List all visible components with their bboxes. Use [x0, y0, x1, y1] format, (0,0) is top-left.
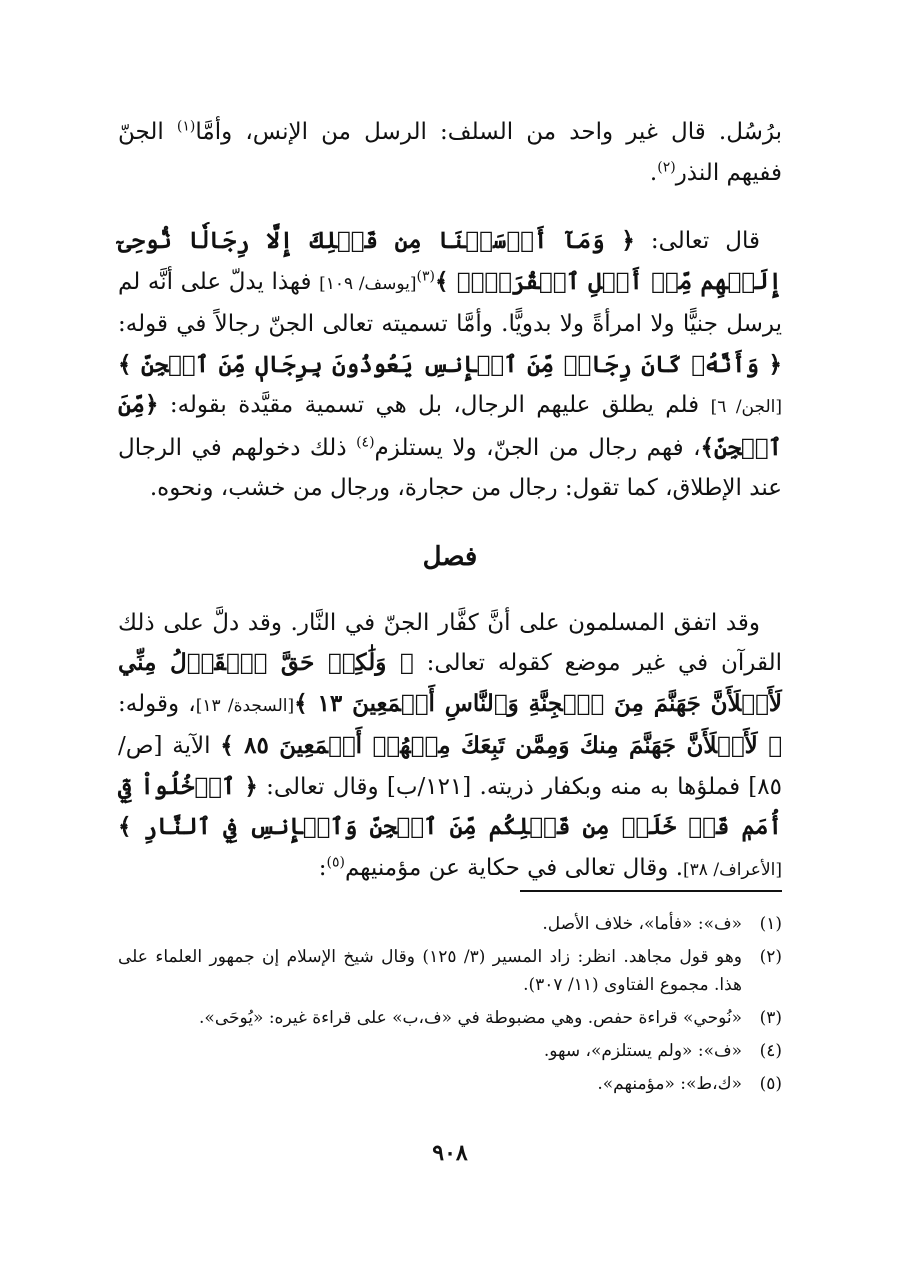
- footnote-marker: (٢): [657, 158, 676, 175]
- quran-verse: ﴿ وَأَنَّهُۥ كَانَ رِجَالٞ مِّنَ ٱلۡإِنسِ يَعُوذُونَ بِرِجَالٖ مِّنَ ٱلۡجِنِّ ﴾: [118, 350, 782, 378]
- footnote-text: «ف»: «فأما»، خلاف الأصل.: [542, 914, 742, 934]
- text: وقد اتفق المسلمون على أنَّ كفَّار الجنّ في النَّار. وقد دلَّ على ذلك القرآن في غير موضع كقوله تعالى:: [118, 609, 782, 676]
- verse-reference: [يوسف/ ١٠٩]: [319, 273, 417, 294]
- text: فهذا يدلّ على أنَّه لم يرسل جنيًّا ولا امرأةً ولا بدويًّا. وأمَّا تسميته تعالى الجنّ رجالاً في قوله:: [118, 268, 782, 337]
- paragraph-1: [118, 112, 782, 193]
- quran-verse: ﴿ لَأَمۡلَأَنَّ جَهَنَّمَ مِنكَ وَمِمَّن تَبِعَكَ مِنۡهُمۡ أَجۡمَعِينَ ٨٥ ﴾: [220, 732, 782, 759]
- footnote-item: [118, 1070, 782, 1098]
- text: فلم يطلق عليهم الرجال، بل هي تسمية مقيَّدة بقوله:: [158, 392, 711, 418]
- paragraph-2: [118, 221, 782, 509]
- footnote-number: (٥): [759, 1074, 782, 1094]
- footnote-number: (٣): [759, 1008, 782, 1028]
- quran-verse: ﴿ ٱدۡخُلُواْ فِيٓ أُمَمٖ قَدۡ خَلَتۡ مِن قَبۡلِكُم مِّنَ ٱلۡجِنِّ وَٱلۡإِنسِ فِي ٱلنَّارِ ﴾: [118, 772, 782, 840]
- footnote-item: [118, 910, 782, 938]
- section-title: فصل: [422, 541, 478, 572]
- page-body: [118, 112, 782, 890]
- footnote-number: (٤): [759, 1041, 782, 1061]
- text: الآية [ص/ ٨٥] فملؤها به منه وبكفار ذريته. [١٢١/ب] وقال تعالى:: [118, 733, 783, 800]
- text: .: [649, 159, 658, 186]
- footnote-number: (٢): [759, 947, 782, 967]
- footnote-marker: (٤): [356, 433, 375, 450]
- footnote-text: وهو قول مجاهد. انظر: زاد المسير (٣/ ١٢٥) وقال شيخ الإسلام إن جمهور العلماء على هذا. مجموع الفتاوى (١١/ ٣٠٧).: [118, 947, 742, 995]
- footnote-text: «نُوحي» قراءة حفص. وهي مضبوطة في «ف،ب» على قراءة غيره: «يُوحَى».: [199, 1008, 742, 1028]
- paragraph-3: [118, 603, 782, 891]
- footnote-text: «ف»: «ولم يستلزم»، سهو.: [543, 1041, 742, 1061]
- footnote-item: [118, 1037, 782, 1065]
- text: . وقال تعالى في حكاية عن مؤمنيهم: [344, 854, 684, 881]
- text: :: [318, 854, 327, 881]
- text: الجنّ ففيهم النذر: [118, 119, 782, 186]
- text: ، وقوله:: [118, 690, 196, 717]
- quran-verse: ﴿ وَلَٰكِنۡ حَقَّ ٱلۡقَوۡلُ مِنِّي لَأَمۡلَأَنَّ جَهَنَّمَ مِنَ ٱلۡجِنَّةِ وَٱلنَّاسِ أَجۡمَعِينَ ١٣ ﴾: [118, 649, 783, 717]
- verse-reference: [الأعراف/ ٣٨]: [683, 859, 782, 880]
- footnote-number: (١): [759, 914, 782, 934]
- verse-reference: [الجن/ ٦]: [710, 397, 783, 417]
- footnote-marker: (١): [176, 118, 196, 135]
- footnote-text: «ك،ط»: «مؤمنهم».: [597, 1074, 742, 1094]
- footnote-item: [118, 1004, 782, 1032]
- text: قال تعالى:: [634, 228, 760, 254]
- footnote-divider: [520, 890, 782, 892]
- page-number: ٩٠٨: [432, 1140, 468, 1166]
- text: برُسُل. قال غير واحد من السلف: الرسل من الإنس، وأمَّا: [195, 119, 782, 145]
- text: ، فهم رجال من الجنّ، ولا يستلزم: [374, 434, 701, 461]
- footnote-marker: (٥): [326, 853, 345, 870]
- quran-verse: ﴿مِّنَ ٱلۡجِنِّ﴾: [118, 391, 783, 461]
- quran-verse: ﴿ وَمَآ أَرۡسَلۡنَا مِن قَبۡلِكَ إِلَّا رِجَالٗا نُّوحِىٓ إِلَيۡهِم مِّنۡ أَهۡلِ ٱلۡقُرَىٰٓۗ ﴾: [118, 227, 782, 295]
- footnotes: [118, 910, 782, 1103]
- text: ذلك دخولهم في الرجال عند الإطلاق، كما تقول: رجال من حجارة، ورجال من خشب، ونحوه.: [118, 434, 782, 501]
- footnote-item: [118, 943, 782, 999]
- verse-reference: [السجدة/ ١٣]: [195, 695, 295, 716]
- footnote-marker: (٣): [416, 267, 436, 284]
